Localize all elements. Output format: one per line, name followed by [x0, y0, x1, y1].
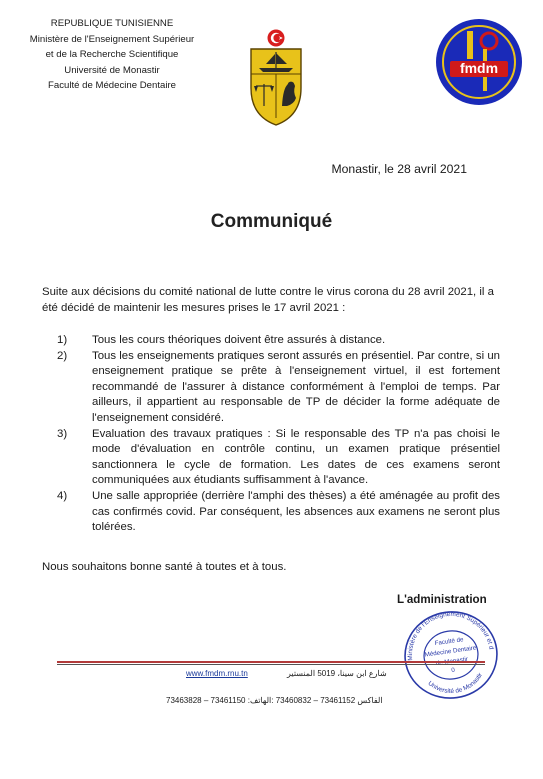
item-number: 4): [57, 489, 68, 502]
item-text: Evaluation des travaux pratiques : Si le responsable des TP n'a pas choisi le mode d'évaluation en contrôle continu, un examen pratique présentiel sanctionnera le cycle de formation. Les dates de ces examens seront communiquées aux étudiants suffisamment à l'avance.: [92, 427, 500, 487]
signature-label: L'administration: [397, 593, 487, 606]
header-line: Université de Monastir: [64, 64, 160, 76]
official-stamp-icon: [398, 608, 504, 702]
institution-header: [12, 16, 212, 94]
closing-text: Nous souhaitons bonne santé à toutes et à tous.: [42, 561, 287, 573]
item-number: 3): [57, 427, 68, 440]
intro-paragraph: Suite aux décisions du comité national de lutte contre le virus corona du 28 avril 2021, il a été décidé de maintenir les mesures prises le 17 avril 2021 :: [42, 286, 494, 314]
measures-list: [42, 333, 500, 536]
list-item: [42, 349, 500, 427]
item-number: 1): [57, 334, 68, 346]
stamp-line: 0: [450, 666, 456, 675]
website-link[interactable]: www.fmdm.rnu.tn: [186, 669, 248, 678]
list-item: [42, 427, 500, 489]
header-line: et de la Recherche Scientifique: [45, 49, 179, 61]
header-line: Faculté de Médecine Dentaire: [48, 80, 176, 92]
item-text: Tous les enseignements pratiques seront assurés en présentiel. Par contre, si un enseignement pratique se prête à l'enseignement virtuel, il est fortement recommandé de l'assurer à distance conformément à l'emploi de temps. Par ailleurs, il appartient au responsable de TP de décider la forme adéquate de l'enseignement considéré.: [92, 349, 500, 424]
footer-address: شارع ابن سينا، 5019 المنستير: [287, 669, 387, 678]
header-line: Ministère de l'Enseignement Supérieur: [29, 33, 195, 45]
stamp-line: Faculté de: [434, 636, 464, 648]
date-line: Monastir, le 28 avril 2021: [331, 162, 467, 176]
stamp-ring-top: Ministère de l'Enseignement Supérieur et de: [406, 610, 495, 661]
tunisia-coat-of-arms-icon: [247, 28, 305, 128]
item-text: Une salle appropriée (derrière l'amphi des thèses) a été aménagée au profit des cas confirmés covid. Par conséquent, les absences aux examens ne seront plus tolérées.: [92, 489, 500, 534]
footer-phones: 73463828 – 73461150 :الفاكس 73461152 – 73460832 :الهاتف: [166, 696, 383, 705]
header-line: REPUBLIQUE TUNISIENNE: [50, 18, 174, 29]
footer-divider: [57, 661, 485, 663]
logo-text: fmdm: [459, 60, 499, 76]
stamp-line: Médecine Dentaire: [424, 644, 477, 659]
list-item: [42, 333, 500, 349]
footer-divider: [57, 664, 485, 665]
list-item: [42, 489, 500, 536]
page-title: Communiqué: [210, 211, 333, 232]
item-text: Tous les cours théoriques doivent être assurés à distance.: [92, 334, 386, 346]
fmdm-logo-icon: [434, 17, 524, 107]
stamp-ring-bottom: Université de Monastir: [426, 671, 485, 696]
item-number: 2): [57, 349, 68, 362]
